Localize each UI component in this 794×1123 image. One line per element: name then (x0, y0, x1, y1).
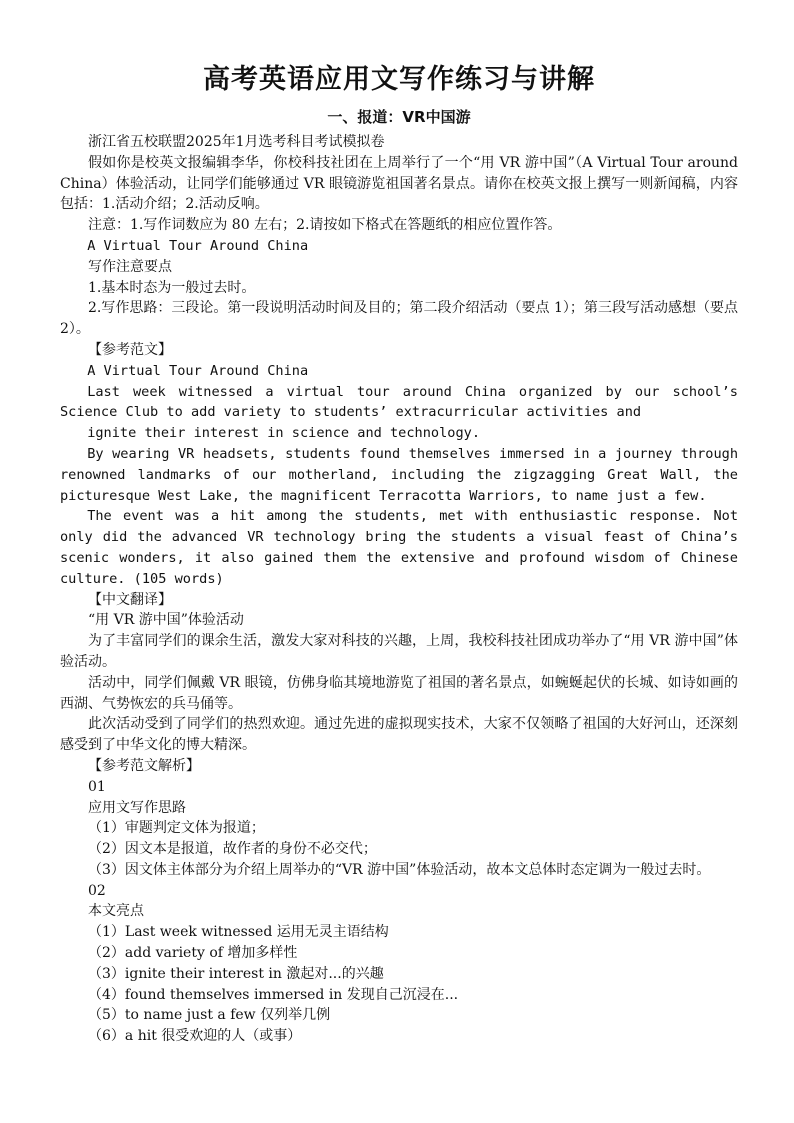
model-essay-heading: 【参考范文】 (88, 341, 172, 358)
writing-point-2: 2.写作思路：三段论。第一段说明活动时间及目的；第二段介绍活动（要点 1）；第三段写活动感想（要点 2）。 (60, 300, 738, 338)
exam-source: 浙江省五校联盟2025年1月选考科目考试模拟卷 (88, 134, 385, 150)
analysis-number-01: 01 (88, 778, 106, 795)
task-prompt: 假如你是校英文报编辑李华，你校科技社团在上周举行了一个“用 VR 游中国”（A Virtual Tour around China）体验活动，让同学们能够通过 VR 眼镜游览祖国著名景点。请你在校英文报上撰写一则新闻稿，内容包括：1.活动介绍；2.活动反响。 (60, 154, 738, 213)
highlight-item-5: （5）to name just a few 仅列举几例 (88, 1007, 331, 1024)
translation-paragraph-3: 此次活动受到了同学们的热烈欢迎。通过先进的虚拟现实技术，大家不仅领略了祖国的大好河山，还深刻感受到了中华文化的博大精深。 (60, 716, 738, 754)
highlight-item-3: （3）ignite their interest in 激起对...的兴趣 (88, 965, 384, 982)
model-essay-paragraph-3: The event was a hit among the students, met with enthusiastic response. Not only did the advanced VR technology bring the students a visual feast of China’s scenic wonders, it also gained them the extensive and profound wisdom of Chinese culture. (105 words) (60, 508, 738, 587)
analysis-item-2: （2）因文本是报道，故作者的身份不必交代； (88, 841, 377, 858)
highlight-item-4: （4）found themselves immersed in 发现自己沉浸在... (88, 986, 459, 1003)
writing-point-1: 1.基本时态为一般过去时。 (88, 279, 256, 296)
task-notes: 注意：1.写作词数应为 80 左右；2.请按如下格式在答题纸的相应位置作答。 (88, 217, 562, 234)
translation-paragraph-2: 活动中，同学们佩戴 VR 眼镜，仿佛身临其境地游览了祖国的著名景点，如蜿蜒起伏的长城、如诗如画的西湖、气势恢宏的兵马俑等。 (60, 674, 738, 712)
translation-title: “用 VR 游中国”体验活动 (88, 612, 244, 629)
highlight-item-6: （6）a hit 很受欢迎的人（或事） (88, 1028, 302, 1045)
analysis-heading: 【参考范文解析】 (88, 757, 200, 774)
model-essay-paragraph-1-cont: ignite their interest in science and technology. (87, 425, 481, 442)
highlight-item-2: （2）add variety of 增加多样性 (88, 945, 298, 962)
page-title: 高考英语应用文写作练习与讲解 (203, 64, 595, 95)
analysis-item-3: （3）因文体主体部分为介绍上周举办的“VR 游中国”体验活动，故本文总体时态定调为一般过去时。 (88, 861, 711, 878)
analysis-subheading-highlights: 本文亮点 (88, 903, 144, 920)
translation-heading: 【中文翻译】 (88, 591, 172, 608)
analysis-subheading-approach: 应用文写作思路 (88, 799, 186, 816)
analysis-item-1: （1）审题判定文体为报道； (88, 820, 265, 837)
model-essay-title: A Virtual Tour Around China (87, 362, 309, 379)
analysis-number-02: 02 (88, 882, 106, 899)
writing-points-heading: 写作注意要点 (88, 258, 172, 275)
section-heading: 一、报道：VR中国游 (327, 108, 471, 126)
model-essay-paragraph-2: By wearing VR headsets, students found themselves immersed in a journey through renowned landmarks of our motherland, including the zigzagging Great Wall, the picturesque West Lake, the magnificent Terracotta Warriors, to name just a few. (60, 445, 738, 504)
translation-paragraph-1: 为了丰富同学们的课余生活，激发大家对科技的兴趣，上周，我校科技社团成功举办了“用 VR 游中国”体验活动。 (60, 633, 738, 670)
essay-title-format: A Virtual Tour Around China (87, 237, 309, 254)
model-essay-paragraph-1: Last week witnessed a virtual tour around China organized by our school’s Science Club to add variety to students’ extracurricular activities and (60, 383, 738, 421)
highlight-item-1: （1）Last week witnessed 运用无灵主语结构 (88, 924, 389, 941)
